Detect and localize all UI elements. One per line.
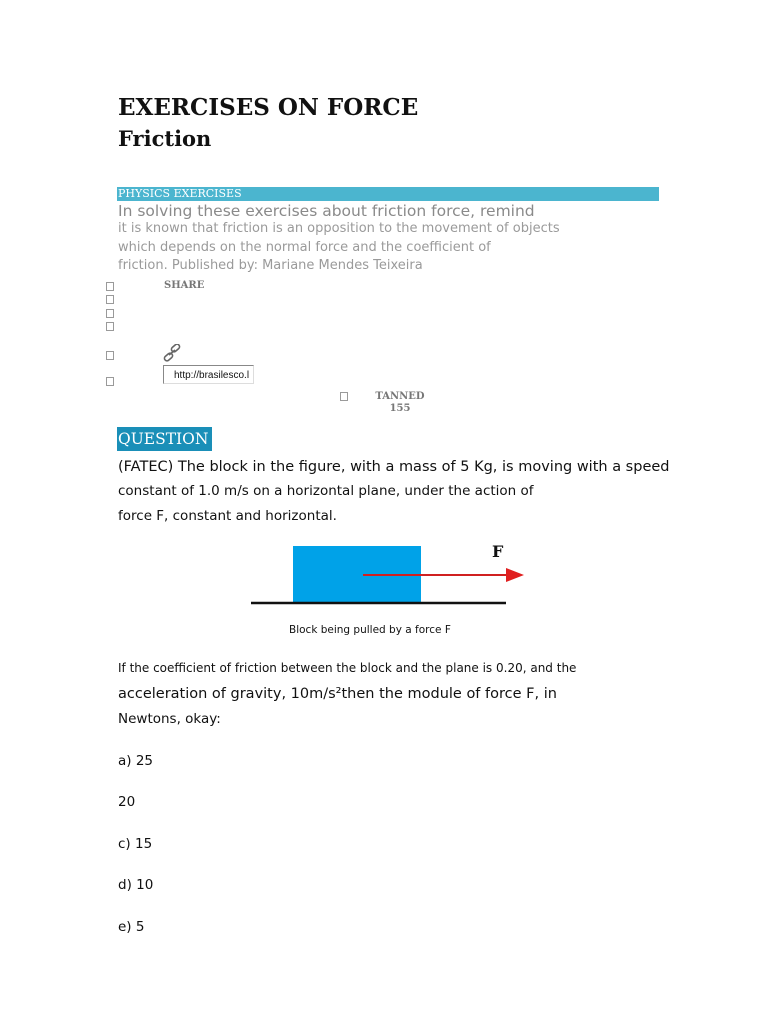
block-force-figure [250,538,530,610]
answer-option-e[interactable]: e) 5 [118,919,145,935]
answer-option-c[interactable]: c) 15 [118,836,153,852]
intro-line: which depends on the normal force and the coefficient of [118,240,491,255]
share-url-field[interactable]: http://brasilesco.l [163,365,254,384]
question-prompt-line: acceleration of gravity, 10m/s²then the module of force F, in [118,686,557,702]
tanned-label: TANNED [375,391,425,402]
intro-lead: In solving these exercises about friction force, remind [118,202,535,220]
share-facebook-icon[interactable] [106,282,114,291]
share-twitter-icon[interactable] [106,295,114,304]
like-icon[interactable] [340,392,348,401]
share-label: SHARE [164,280,205,291]
print-icon[interactable] [106,377,114,386]
tanned-counter[interactable] [370,391,430,415]
question-condition: If the coefficient of friction between the block and the plane is 0.20, and the [118,661,577,675]
question-line: constant of 1.0 m/s on a horizontal plane, under the action of [118,483,534,499]
question-line: (FATEC) The block in the figure, with a mass of 5 Kg, is moving with a speed [118,459,670,475]
page-title: EXERCISES ON FORCE [118,94,419,121]
intro-line: it is known that friction is an opposition to the movement of objects [118,221,560,236]
question-line: force F, constant and horizontal. [118,508,337,524]
force-label: F [492,542,504,561]
figure-caption: Block being pulled by a force F [289,624,451,636]
question-tag: QUESTION [117,427,212,451]
answer-option-b[interactable]: 20 [118,794,136,810]
answer-option-d[interactable]: d) 10 [118,877,154,893]
page-subtitle: Friction [118,126,212,151]
question-prompt-line: Newtons, okay: [118,711,221,727]
copy-link-icon[interactable] [106,351,114,360]
force-arrow-head [506,568,524,582]
share-whatsapp-icon[interactable] [106,309,114,318]
category-label[interactable]: PHYSICS EXERCISES [118,187,242,200]
share-email-icon[interactable] [106,322,114,331]
tanned-count: 155 [389,403,411,414]
intro-line: friction. Published by: Mariane Mendes Teixeira [118,258,423,273]
link-icon[interactable] [162,344,182,362]
answer-option-a[interactable]: a) 25 [118,753,154,769]
